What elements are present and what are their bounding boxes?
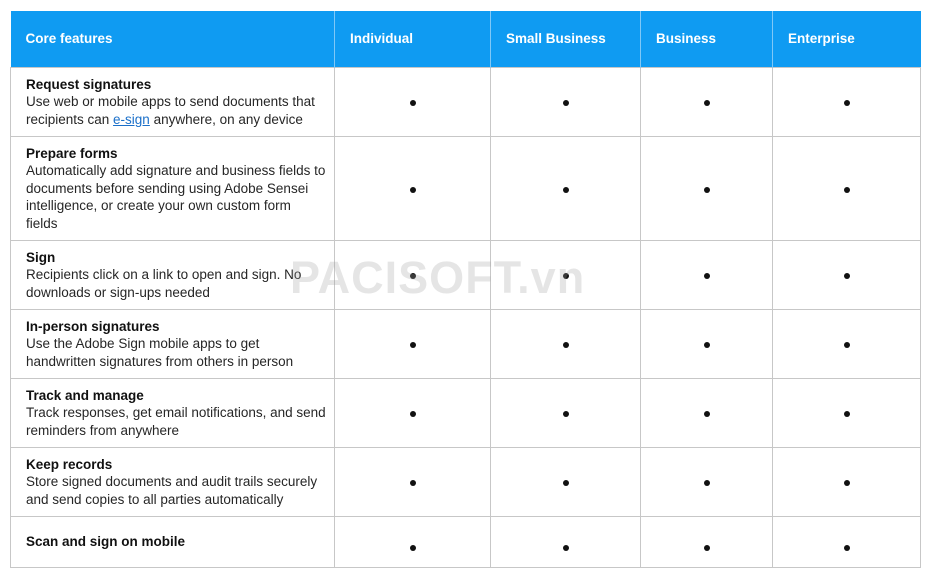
enterprise-cell	[773, 447, 921, 516]
features-table	[10, 11, 921, 568]
small-business-cell	[491, 67, 641, 136]
business-cell	[641, 378, 773, 447]
included-bullet-icon	[704, 480, 710, 486]
feature-description-text: Use web or mobile apps to send documents that recipients can	[26, 94, 315, 127]
table-row	[11, 309, 921, 378]
individual-cell	[335, 309, 491, 378]
individual-cell	[335, 136, 491, 240]
included-bullet-icon	[844, 545, 850, 551]
individual-cell	[335, 516, 491, 567]
enterprise-cell	[773, 136, 921, 240]
feature-title: In-person signatures	[26, 318, 160, 334]
table-row	[11, 67, 921, 136]
table-row	[11, 378, 921, 447]
header-small-business: Small Business	[491, 11, 641, 67]
small-business-cell	[491, 136, 641, 240]
feature-description: Recipients click on a link to open and sign. No downloads or sign-ups needed	[26, 267, 302, 300]
feature-title: Request signatures	[26, 76, 152, 92]
included-bullet-icon	[410, 411, 416, 417]
included-bullet-icon	[410, 100, 416, 106]
individual-cell	[335, 240, 491, 309]
small-business-cell	[491, 309, 641, 378]
small-business-cell	[491, 447, 641, 516]
business-cell	[641, 136, 773, 240]
feature-cell	[11, 240, 335, 309]
feature-cell	[11, 67, 335, 136]
included-bullet-icon	[704, 411, 710, 417]
enterprise-cell	[773, 240, 921, 309]
watermark: PACISOFT.vn	[290, 252, 586, 303]
feature-cell	[11, 378, 335, 447]
included-bullet-icon	[410, 545, 416, 551]
feature-cell	[11, 136, 335, 240]
table-row	[11, 516, 921, 567]
small-business-cell	[491, 516, 641, 567]
small-business-cell	[491, 240, 641, 309]
enterprise-cell	[773, 67, 921, 136]
enterprise-cell	[773, 378, 921, 447]
feature-description: Store signed documents and audit trails securely and send copies to all parties automatically	[26, 474, 318, 507]
feature-title: Keep records	[26, 456, 113, 472]
included-bullet-icon	[563, 545, 569, 551]
feature-description-text: anywhere, on any device	[149, 111, 303, 127]
feature-description: Track responses, get email notifications, and send reminders from anywhere	[26, 405, 326, 438]
included-bullet-icon	[563, 100, 569, 106]
header-row	[11, 11, 921, 67]
enterprise-cell	[773, 516, 921, 567]
feature-cell	[11, 516, 335, 567]
feature-cell	[11, 309, 335, 378]
included-bullet-icon	[410, 342, 416, 348]
individual-cell	[335, 67, 491, 136]
included-bullet-icon	[563, 187, 569, 193]
header-enterprise: Enterprise	[773, 11, 921, 67]
included-bullet-icon	[844, 411, 850, 417]
business-cell	[641, 67, 773, 136]
feature-title: Scan and sign on mobile	[26, 534, 186, 550]
included-bullet-icon	[410, 187, 416, 193]
table-row	[11, 447, 921, 516]
included-bullet-icon	[844, 480, 850, 486]
business-cell	[641, 447, 773, 516]
esign-link[interactable]: e-sign	[113, 111, 150, 127]
included-bullet-icon	[563, 480, 569, 486]
feature-title: Track and manage	[26, 387, 144, 403]
included-bullet-icon	[704, 342, 710, 348]
included-bullet-icon	[844, 100, 850, 106]
business-cell	[641, 516, 773, 567]
included-bullet-icon	[704, 187, 710, 193]
feature-cell	[11, 447, 335, 516]
included-bullet-icon	[410, 273, 416, 279]
small-business-cell	[491, 378, 641, 447]
feature-description: Use the Adobe Sign mobile apps to get handwritten signatures from others in person	[26, 336, 294, 369]
feature-title: Sign	[26, 249, 56, 265]
header-individual: Individual	[335, 11, 491, 67]
included-bullet-icon	[704, 100, 710, 106]
business-cell	[641, 240, 773, 309]
included-bullet-icon	[844, 187, 850, 193]
table-row	[11, 240, 921, 309]
feature-description	[26, 93, 326, 128]
included-bullet-icon	[704, 273, 710, 279]
business-cell	[641, 309, 773, 378]
included-bullet-icon	[563, 273, 569, 279]
included-bullet-icon	[410, 480, 416, 486]
included-bullet-icon	[844, 273, 850, 279]
included-bullet-icon	[704, 545, 710, 551]
included-bullet-icon	[563, 342, 569, 348]
feature-title: Prepare forms	[26, 145, 118, 161]
included-bullet-icon	[844, 342, 850, 348]
table-row	[11, 136, 921, 240]
enterprise-cell	[773, 309, 921, 378]
individual-cell	[335, 447, 491, 516]
individual-cell	[335, 378, 491, 447]
feature-description: Automatically add signature and business fields to documents before sending using Adobe Sensei intelligence, or create your own custom form fields	[26, 163, 326, 231]
header-business: Business	[641, 11, 773, 67]
header-core-features: Core features	[11, 11, 335, 67]
included-bullet-icon	[563, 411, 569, 417]
